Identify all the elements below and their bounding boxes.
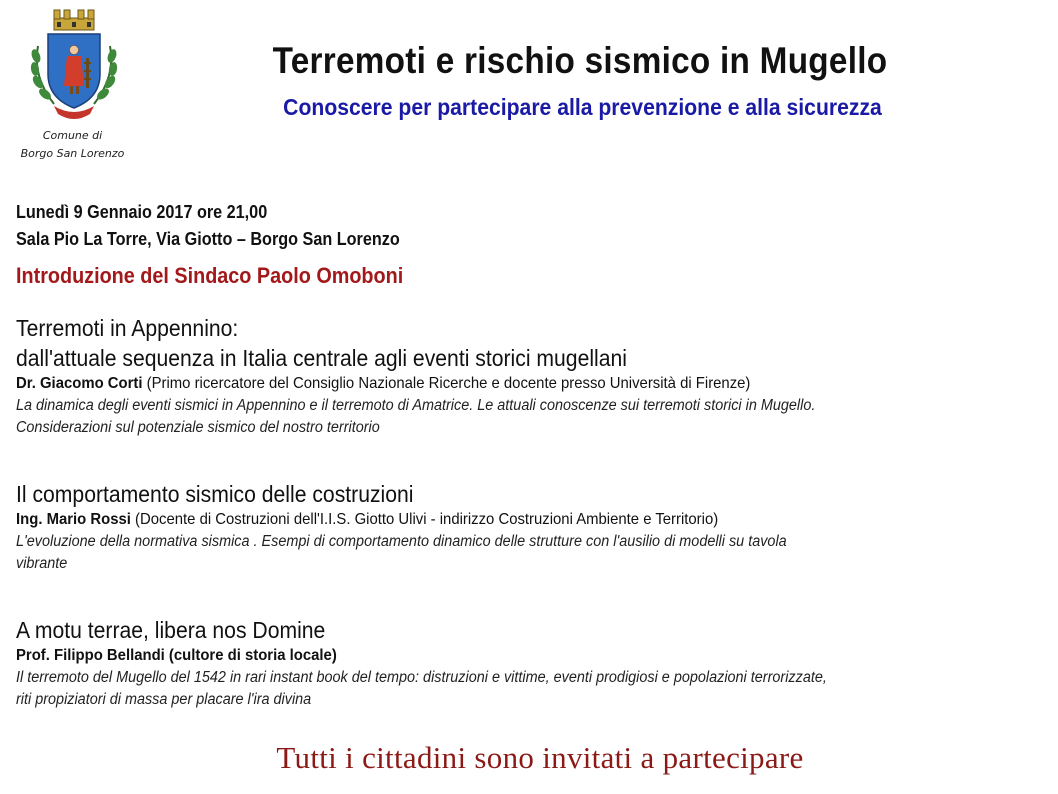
talk-2-description-line1: L'evoluzione della normativa sismica . Esempi di comportamento dinamico delle strutture con l'ausilio di modelli su tavola [16, 533, 787, 550]
talk-2-speaker: Ing. Mario Rossi [16, 511, 131, 528]
municipality-label-line1: Comune di [42, 129, 103, 142]
talk-1 [16, 313, 1046, 439]
talk-1-title-line1: Terremoti in Appennino: [16, 315, 239, 341]
talk-3-description-line1: Il terremoto del Mugello del 1542 in rari instant book del tempo: distruzioni e vittime, eventi prodigiosi e popolazioni terrorizzate, [16, 669, 827, 686]
talk-1-speaker-line [16, 373, 974, 395]
event-date: Lunedì 9 Gennaio 2017 ore 21,00 [16, 202, 268, 222]
coat-of-arms-logo [24, 6, 124, 124]
talk-1-title-line2: dall'attuale sequenza in Italia centrale agli eventi storici mugellani [16, 345, 627, 371]
talk-1-description-line1: La dinamica degli eventi sismici in Appennino e il terremoto di Amatrice. Le attuali conoscenze sui terremoti storici in Mugello. [16, 397, 816, 414]
page-title: Terremoti e rischio sismico in Mugello [272, 40, 888, 81]
crown-icon [54, 10, 94, 30]
event-details [16, 199, 943, 253]
talk-3-description-line2: riti propiziatori di massa per placare l'ira divina [16, 691, 312, 708]
talk-3 [16, 615, 1046, 711]
page-subtitle: Conoscere per partecipare alla prevenzione e alla sicurezza [283, 94, 882, 120]
event-introduction: Introduzione del Sindaco Paolo Omoboni [16, 263, 404, 288]
talk-1-speaker: Dr. Giacomo Corti [16, 375, 143, 392]
talk-2 [16, 479, 1046, 575]
talk-2-speaker-role: (Docente di Costruzioni dell'I.I.S. Giotto Ulivi - indirizzo Costruzioni Ambiente e Territorio) [130, 511, 719, 528]
municipality-label [0, 127, 145, 163]
talk-2-description-line2: vibrante [16, 555, 68, 572]
talk-3-title: A motu terrae, libera nos Domine [16, 617, 326, 643]
closing-invitation: Tutti i cittadini sono invitati a partecipare [276, 740, 804, 775]
municipality-label-line2: Borgo San Lorenzo [20, 147, 125, 160]
talk-1-speaker-role: (Primo ricercatore del Consiglio Nazionale Ricerche e docente presso Università di Firenze) [142, 375, 751, 392]
talk-2-speaker-line [16, 509, 974, 531]
event-venue: Sala Pio La Torre, Via Giotto – Borgo San Lorenzo [16, 229, 400, 249]
talk-1-description-line2: Considerazioni sul potenziale sismico del nostro territorio [16, 419, 380, 436]
talk-2-title: Il comportamento sismico delle costruzioni [16, 481, 414, 507]
talk-3-speaker: Prof. Filippo Bellandi (cultore di storia locale) [16, 647, 337, 664]
